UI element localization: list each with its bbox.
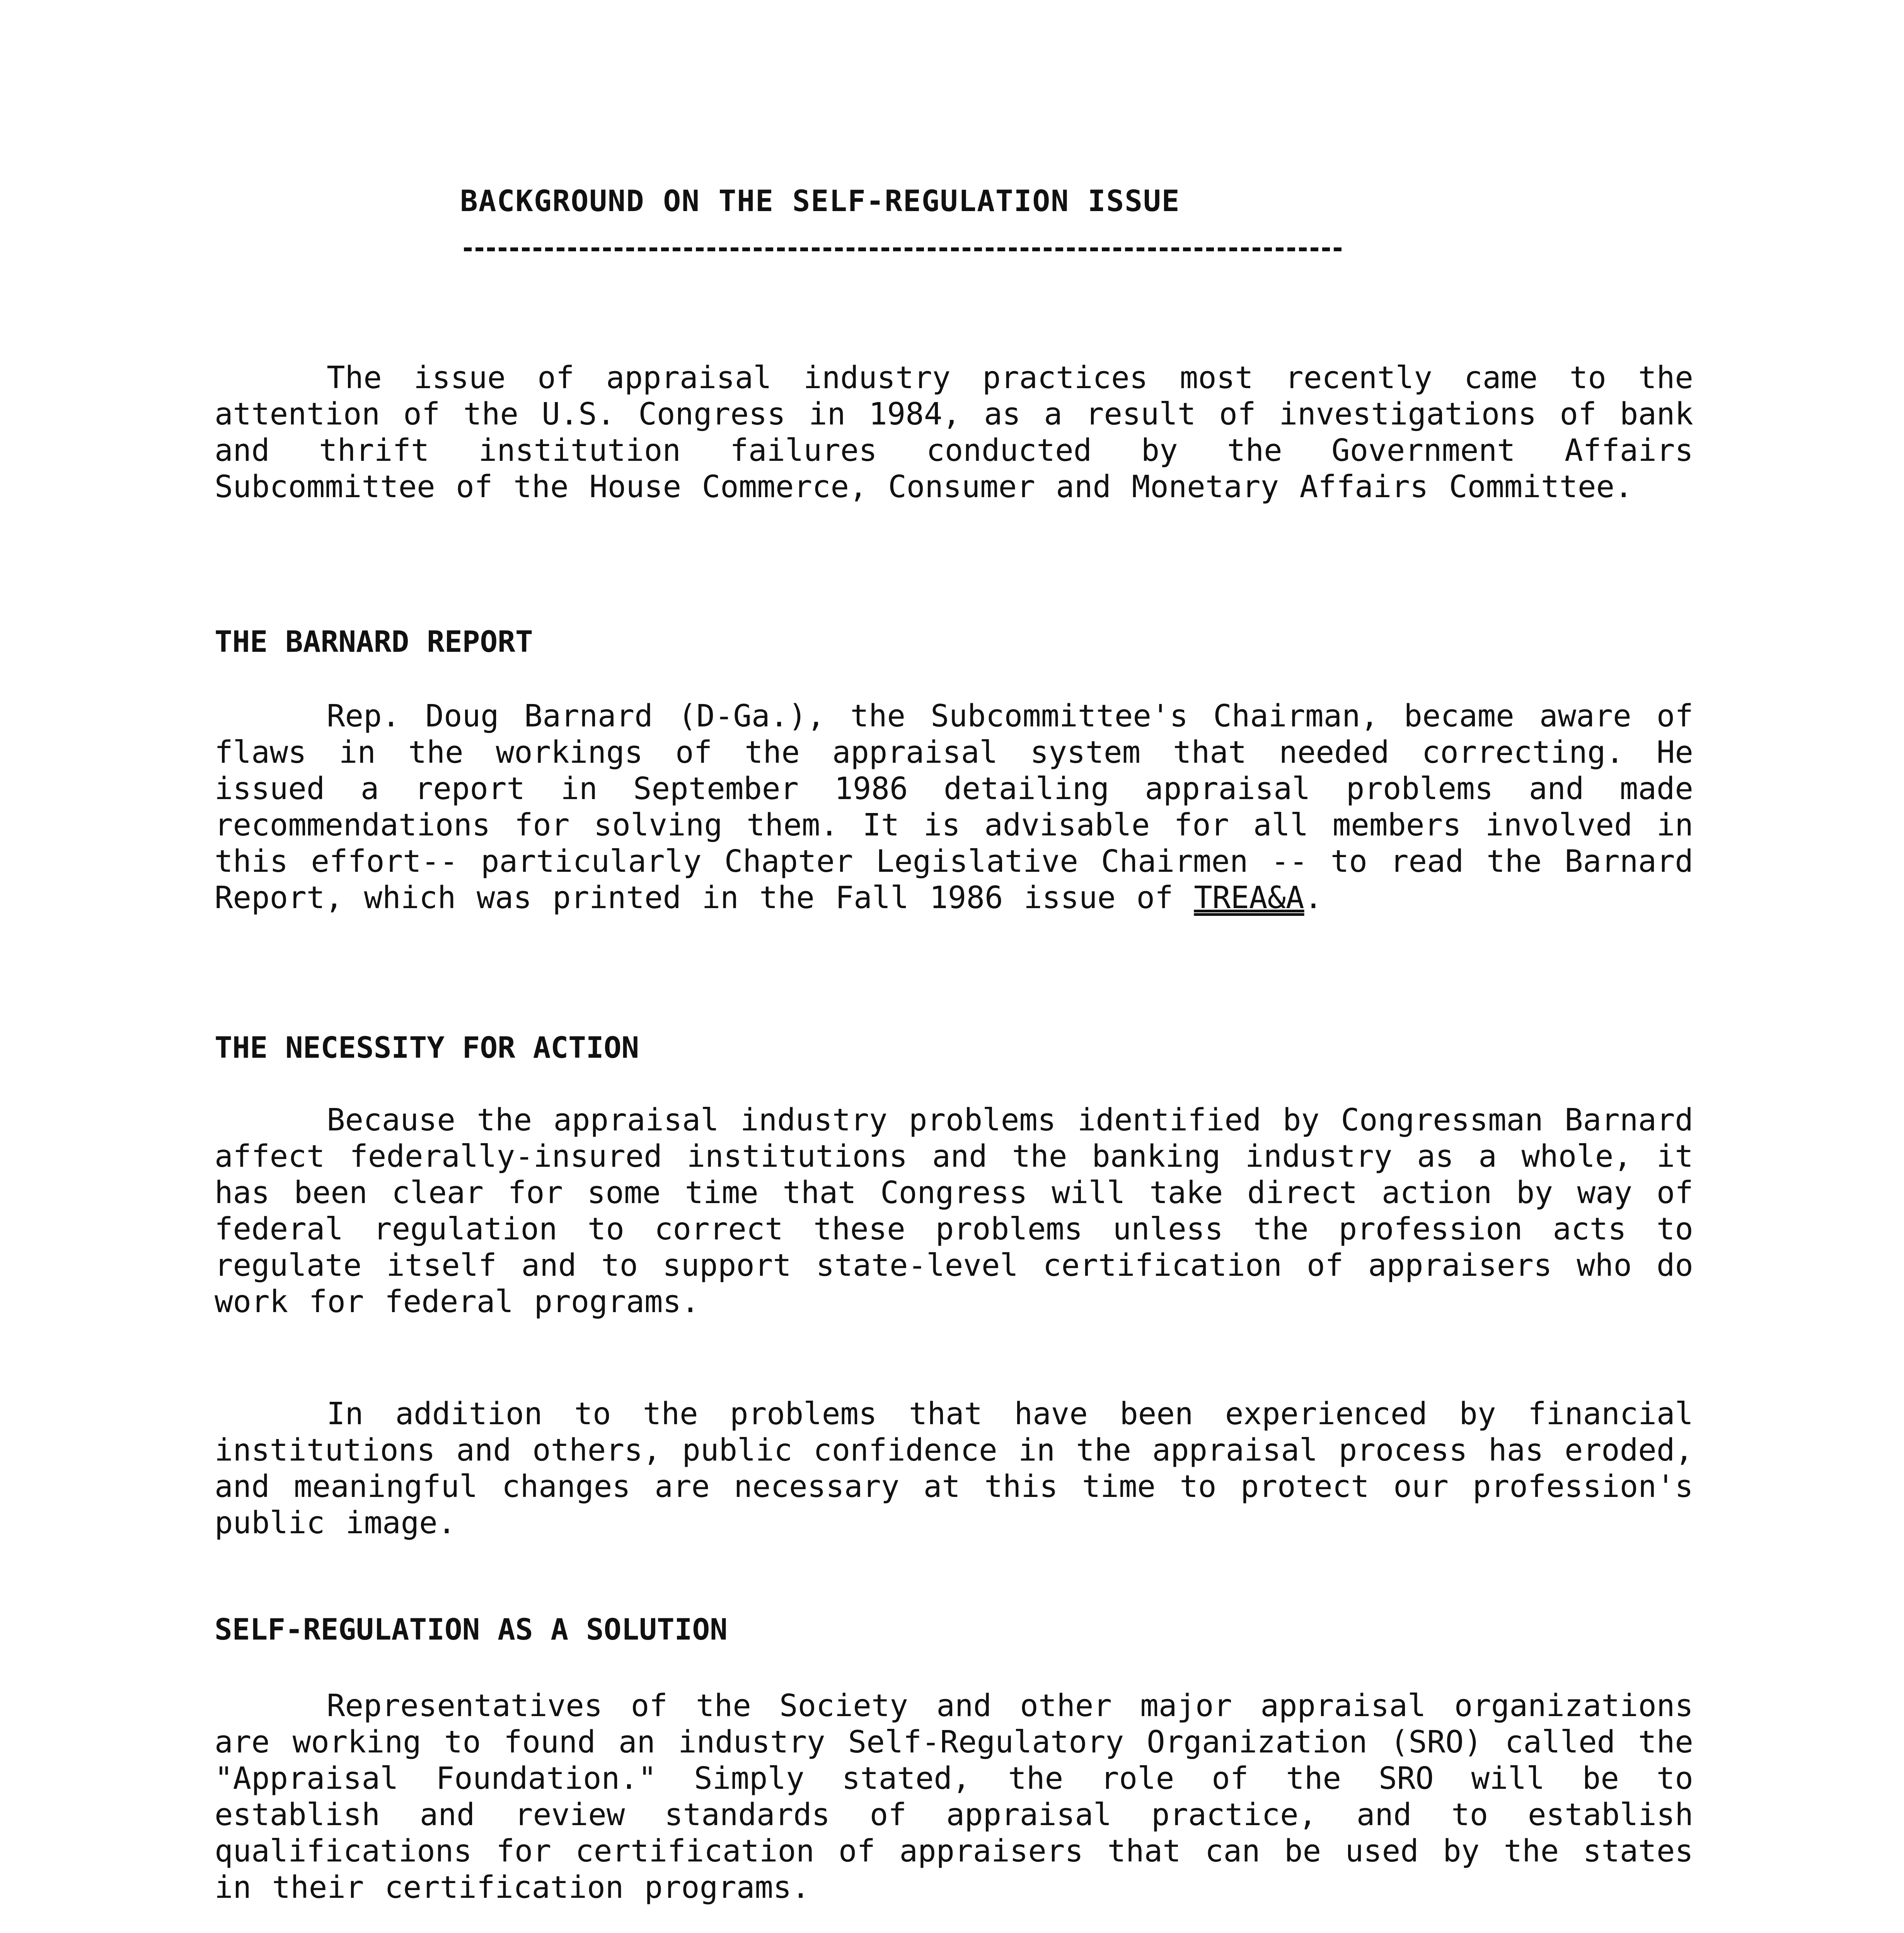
title-underline	[464, 247, 1341, 251]
section-heading-barnard-report: THE BARNARD REPORT	[215, 624, 533, 659]
barnard-report-period: .	[1304, 880, 1323, 915]
document-title: BACKGROUND ON THE SELF-REGULATION ISSUE	[460, 184, 1180, 218]
section-heading-necessity-for-action: THE NECESSITY FOR ACTION	[215, 1030, 639, 1065]
barnard-report-paragraph	[215, 698, 1693, 916]
necessity-paragraph-1: Because the appraisal industry problems identified by Congressman Barnard affect federally-insured institutions and the banking industry as a whole, it has been clear for some time that Congress will take direct action by way of federal regulation to correct these problems unless the profession acts to regulate itself and to support state-level certification of appraisers who do work for federal programs.	[215, 1102, 1693, 1319]
publication-title: TREA&A	[1194, 880, 1304, 915]
section-heading-self-regulation-solution: SELF-REGULATION AS A SOLUTION	[215, 1612, 728, 1647]
intro-paragraph: The issue of appraisal industry practices most recently came to the attention of the U.S. Congress in 1984, as a result of investigations of bank and thrift institution failures conducted by the Government Affairs Subcommittee of the House Commerce, Consumer and Monetary Affairs Committee.	[215, 360, 1693, 505]
self-regulation-paragraph-1: Representatives of the Society and other major appraisal organizations are working to found an industry Self-Regulatory Organization (SRO) called the "Appraisal Foundation." Simply stated, the role of the SRO will be to establish and review standards of appraisal practice, and to establish qualifications for certification of appraisers that can be used by the states in their certification programs.	[215, 1688, 1693, 1905]
barnard-report-text: Rep. Doug Barnard (D-Ga.), the Subcommittee's Chairman, became aware of flaws in the workings of the appraisal system that needed correcting. He issued a report in September 1986 detailing appraisal problems and made recommendations for solving them. It is advisable for all members involved in this effort-- particularly Chapter Legislative Chairmen -- to read the Barnard Report, which was printed in the Fall 1986 issue of	[215, 698, 1693, 915]
necessity-paragraph-2: In addition to the problems that have been experienced by financial institutions and others, public confidence in the appraisal process has eroded, and meaningful changes are necessary at this time to protect our profession's public image.	[215, 1396, 1693, 1541]
